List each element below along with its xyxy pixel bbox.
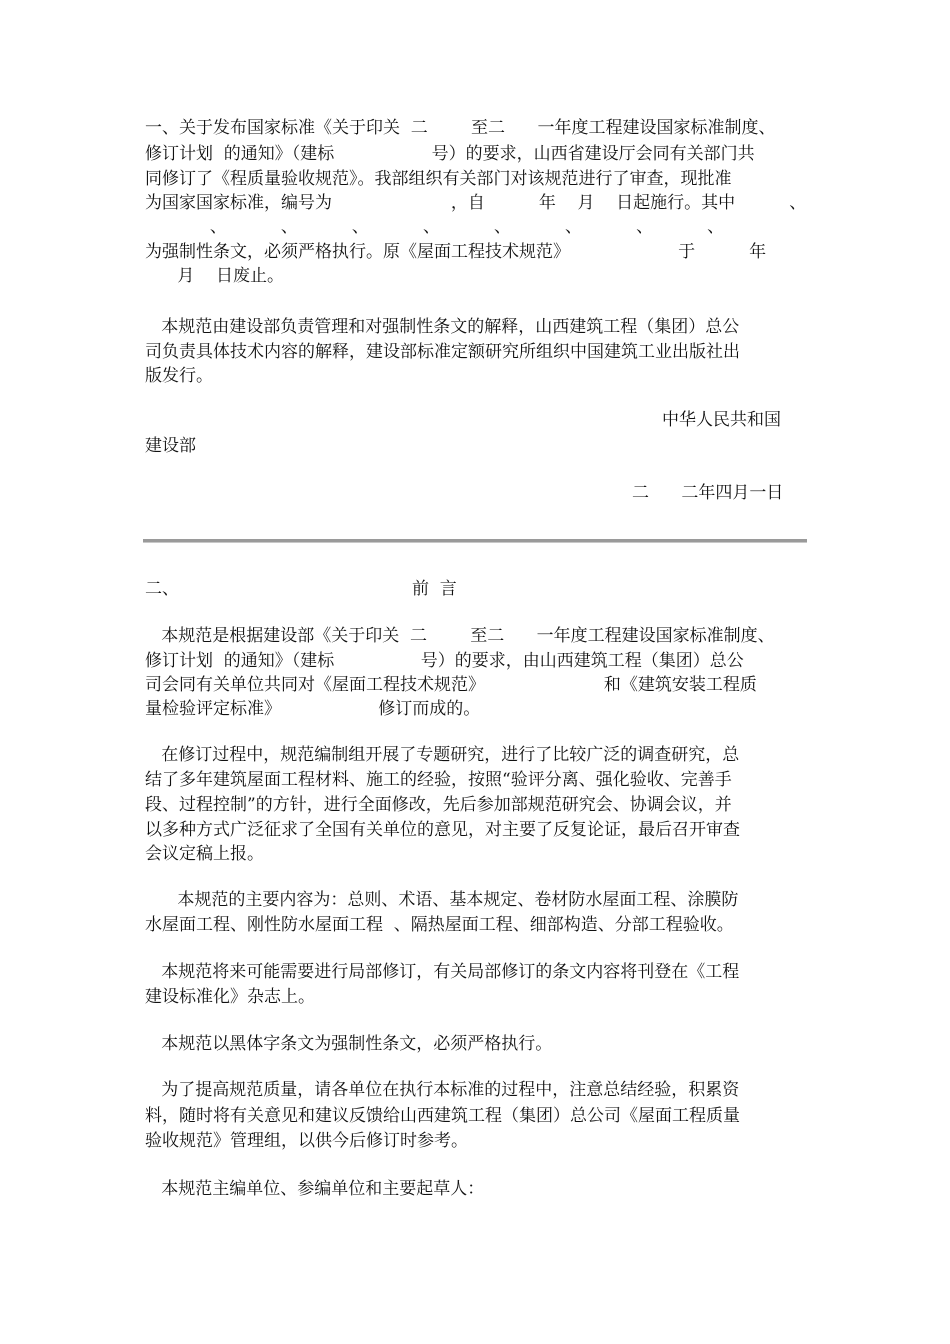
s1-line: 一、关于发布国家标准《关于印关 二 至二 一年度工程建设国家标准制度、 [145, 118, 776, 138]
s2-line: 段、过程控制”的方针，进行全面修改，先后参加部规范研究会、协调会议，并 [145, 795, 732, 815]
s2-line: 料，随时将有关意见和建议反馈给山西建筑工程（集团）总公司《屋面工程质量 [145, 1106, 740, 1126]
s2-line: 本规范的主要内容为：总则、术语、基本规定、卷材防水屋面工程、涂膜防 [145, 890, 739, 910]
signature-dept: 建设部 [145, 436, 196, 456]
s2-line: 本规范是根据建设部《关于印关 二 至二 一年度工程建设国家标准制度、 [145, 626, 775, 646]
s2-line: 量检验评定标准》 修订而成的。 [145, 699, 481, 719]
s1-line: 为国家国家标准，编号为 ，自 年 月 日起施行。其中 、 [145, 193, 807, 213]
s2-line: 本规范将来可能需要进行局部修订，有关局部修订的条文内容将刊登在《工程 [145, 962, 740, 982]
s1-line: 同修订了《程质量验收规范》。我部组织有关部门对该规范进行了审查，现批准 [145, 169, 732, 189]
s2-line: 会议定稿上报。 [145, 844, 264, 864]
s1-line: 为强制性条文，必须严格执行。原《屋面工程技术规范》 于 年 [145, 242, 767, 262]
s2-line: 在修订过程中，规范编制组开展了专题研究，进行了比较广泛的调查研究，总 [145, 745, 740, 765]
s1-line: 月 日废止。 [145, 266, 285, 286]
s2-line: 本规范以黑体字条文为强制性条文，必须严格执行。 [145, 1034, 553, 1054]
s2-line: 本规范主编单位、参编单位和主要起草人： [145, 1179, 485, 1199]
s2-line: 水屋面工程、刚性防水屋面工程 、隔热屋面工程、细部构造、分部工程验收。 [145, 915, 734, 935]
s2-line: 建设标准化》杂志上。 [145, 987, 315, 1007]
s2-line: 结了多年建筑屋面工程材料、施工的经验，按照“验评分离、强化验收、完善手 [145, 770, 732, 790]
s2-line: 以多种方式广泛征求了全国有关单位的意见，对主要了反复论证，最后召开审查 [145, 820, 740, 840]
section-number: 二、 [145, 579, 179, 599]
signature-org: 中华人民共和国 [662, 410, 781, 430]
signature-date: 二 二年四月一日 [632, 483, 784, 503]
s1-paragraph-line: 司负责具体技术内容的解释，建设部标准定额研究所组织中国建筑工业出版社出 [145, 342, 740, 362]
s1-paragraph-line: 版发行。 [145, 366, 213, 386]
s1-paragraph-line: 本规范由建设部负责管理和对强制性条文的解释，山西建筑工程（集团）总公 [145, 317, 740, 337]
s1-line: 、 、 、 、 、 、 、 、 [145, 217, 725, 237]
s2-line: 司会同有关单位共同对《屋面工程技术规范》 和《建筑安装工程质 [145, 675, 757, 695]
s2-line: 为了提高规范质量，请各单位在执行本标准的过程中，注意总结经验，积累资 [145, 1080, 740, 1100]
s1-line: 修订计划 的通知》（建标 号）的要求，山西省建设厅会同有关部门共 [145, 144, 755, 164]
s2-line: 修订计划 的通知》（建标 号）的要求，由山西建筑工程（集团）总公 [145, 651, 744, 671]
section-title: 前 言 [412, 579, 457, 599]
s2-line: 验收规范》管理组，以供今后修订时参考。 [145, 1131, 468, 1151]
section-divider [143, 539, 807, 543]
